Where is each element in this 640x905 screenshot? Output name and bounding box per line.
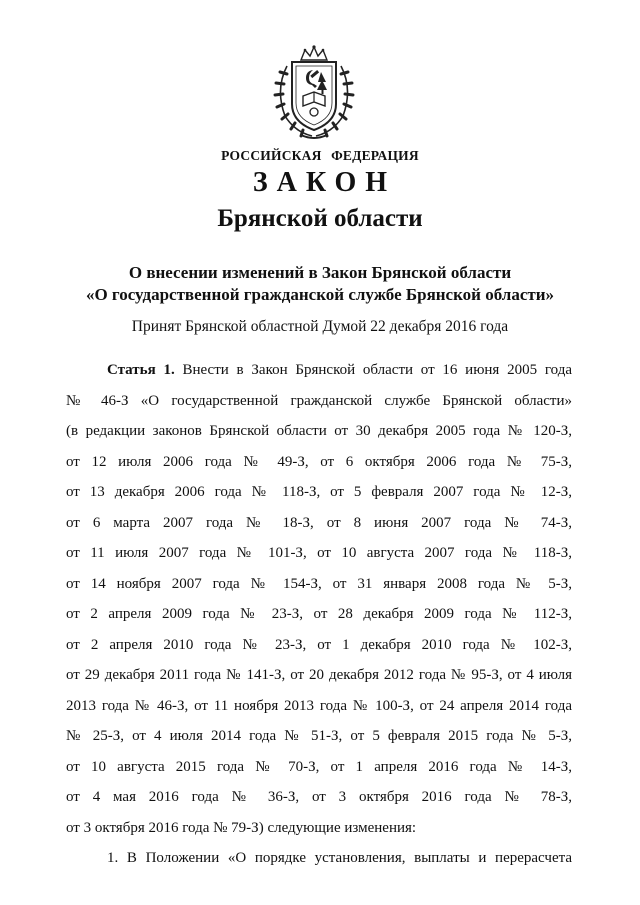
article-1-first-line-text: Внести в Закон Брянской области от 16 июня 2005 года [174,362,572,378]
body-line: от 14 ноября 2007 года № 154-З, от 31 января 2008 года № 5-З, [66,575,572,592]
body-line: № 25-З, от 4 июля 2014 года № 51-З, от 5 февраля 2015 года № 5-З, [66,728,572,744]
law-title-line-2: «О государственной гражданской службе Брянской области» [85,285,555,304]
body-line: от 12 июля 2006 года № 49-З, от 6 октября 2006 года № 75-З, [66,453,572,470]
item-1-line: 1. В Положении «О порядке установления, выплаты и перерасчета [107,850,572,866]
body-line: от 13 декабря 2006 года № 118-З, от 5 февраля 2007 года № 12-З, [66,484,572,500]
article-1-body [66,355,572,874]
article-label: Статья 1. [107,362,175,378]
law-title-line-1: О внесении изменений в Закон Брянской области [128,263,512,282]
body-line: от 4 мая 2016 года № 36-З, от 3 октября 2016 года № 78-З, [66,789,572,805]
body-line: (в редакции законов Брянской области от 30 декабря 2005 года № 120-З, [66,423,572,439]
body-line: № 46-З «О государственной гражданской службе Брянской области» [66,392,572,409]
body-line: от 3 октября 2016 года № 79-З) следующие изменения: [66,819,417,836]
body-line: от 2 апреля 2010 года № 23-З, от 1 декабря 2010 года № 102-З, [66,636,572,653]
header-doc-type: ЗАКОН [252,167,397,198]
body-line: от 11 июля 2007 года № 101-З, от 10 августа 2007 года № 118-З, [66,545,572,561]
bryansk-coat-of-arms-icon [257,44,371,142]
body-line: 2013 года № 46-З, от 11 ноября 2013 года № 100-З, от 24 апреля 2014 года [66,697,572,714]
header-region: Брянской области [217,205,423,232]
body-line: от 29 декабря 2011 года № 141-З, от 20 декабря 2012 года № 95-З, от 4 июля [66,667,572,683]
law-title [0,262,640,306]
body-line: от 6 марта 2007 года № 18-З, от 8 июня 2007 года № 74-З, [66,514,572,531]
body-line: от 10 августа 2015 года № 70-З, от 1 апреля 2016 года № 14-З, [66,758,572,775]
adoption-note: Принят Брянской областной Думой 22 декабря 2016 года [131,318,509,335]
body-line: от 2 апреля 2009 года № 23-З, от 28 декабря 2009 года № 112-З, [66,606,572,622]
article-1-first-line [66,355,572,386]
header-country: РОССИЙСКАЯ ФЕДЕРАЦИЯ [221,148,419,163]
